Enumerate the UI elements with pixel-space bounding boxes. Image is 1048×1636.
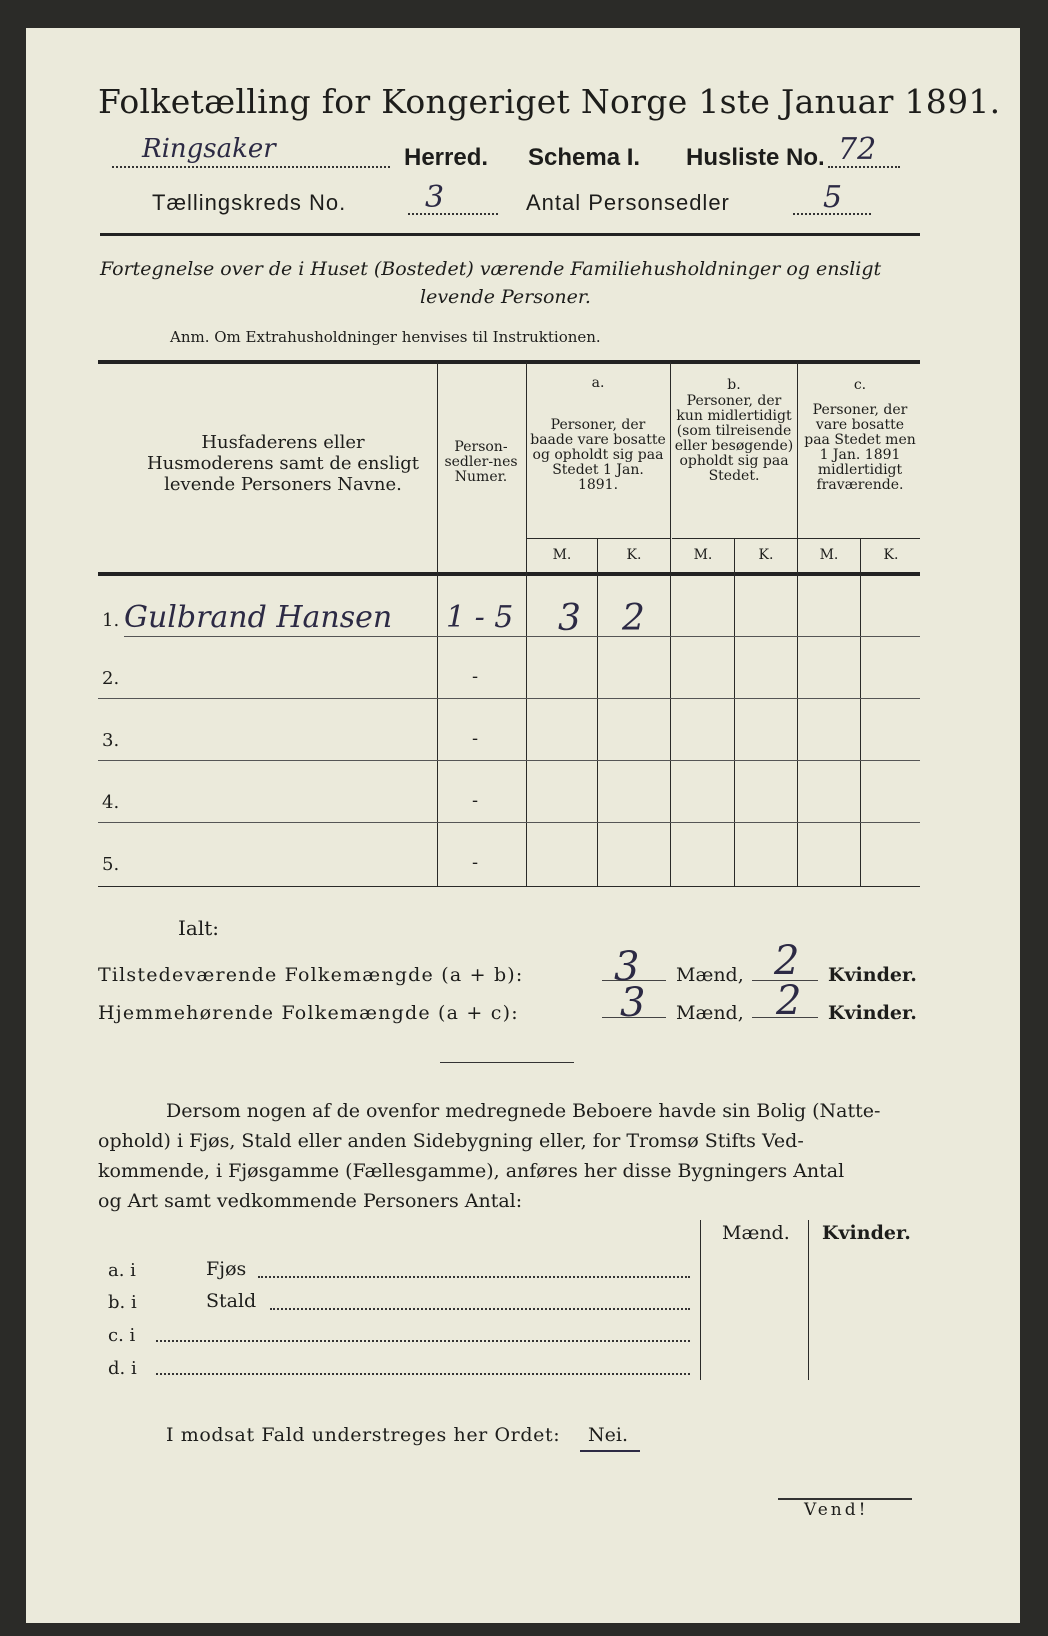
outbuildings-line-4: og Art samt vedkommende Personers Antal:: [98, 1190, 523, 1212]
a-kvinder: 2: [622, 598, 645, 639]
col-c-k: K.: [883, 547, 899, 563]
col-a-letter: a.: [591, 375, 605, 391]
antal-label: Antal Personsedler: [526, 190, 730, 215]
schema-label: Schema I.: [528, 144, 641, 171]
intro-line-2: levende Personer.: [420, 286, 591, 308]
stald-label: Stald: [206, 1290, 257, 1312]
col-b-m: M.: [693, 547, 713, 563]
col-b-k: K.: [758, 547, 774, 563]
col-b-letter: b.: [727, 377, 741, 393]
nei-word: Nei.: [588, 1424, 628, 1446]
person-number: -: [472, 728, 479, 749]
col-c-letter: c.: [853, 377, 867, 393]
col-header-name: Husfaderens eller Husmoderens samt de ensligt levende Personers Navne.: [146, 432, 420, 495]
husliste-value: 72: [838, 132, 877, 167]
outbuildings-line-2: ophold) i Fjøs, Stald eller anden Sidebygning eller, for Tromsø Stifts Ved-: [98, 1130, 804, 1152]
hjemme-kvinder-label: Kvinder.: [828, 1002, 917, 1024]
hjemme-label: Hjemmehørende Folkemængde (a + c):: [98, 1002, 519, 1024]
fjos-label: Fjøs: [206, 1258, 247, 1280]
row-number: 4.: [102, 792, 120, 813]
outbuildings-col-kvinder: Kvinder.: [822, 1222, 911, 1244]
ialt-label: Ialt:: [178, 916, 219, 940]
col-header-a: Personer, der baade vare bosatte og opholdt sig paa Stedet 1 Jan. 1891.: [530, 417, 666, 493]
kreds-value: 3: [425, 180, 445, 215]
husliste-label: Husliste No.: [686, 144, 825, 171]
col-c-m: M.: [819, 547, 839, 563]
row-number: 3.: [102, 730, 120, 751]
person-number: 1 - 5: [446, 600, 514, 635]
stald-letter: b. i: [108, 1292, 137, 1313]
outbuildings-line-3: kommende, i Fjøsgamme (Fællesgamme), anføres her disse Bygningers Antal: [98, 1160, 845, 1182]
person-number: -: [472, 852, 479, 873]
modsat-text: I modsat Fald understreges her Ordet:: [166, 1424, 561, 1446]
herred-field: [112, 134, 390, 168]
col-header-c: Personer, der vare bosatte paa Stedet men 1 Jan. 1891 midlertidigt fraværende.: [804, 402, 916, 493]
nei-underline: [580, 1450, 640, 1452]
vend-label: Vend!: [804, 1500, 869, 1520]
header-rule: [100, 233, 920, 236]
col-a-k: K.: [626, 547, 642, 563]
row-number: 2.: [102, 668, 120, 689]
row-number: 5.: [102, 854, 120, 875]
outbuildings-col-maend: Mænd.: [722, 1222, 790, 1244]
hjemme-kvinder: 2: [776, 978, 802, 1024]
fjos-letter: a. i: [108, 1260, 136, 1281]
row-number: 1.: [102, 610, 120, 631]
tilstede-maend-label: Mænd,: [676, 964, 744, 986]
tilstede-kvinder-label: Kvinder.: [828, 964, 917, 986]
tilstede-label: Tilstedeværende Folkemængde (a + b):: [98, 964, 524, 986]
col-header-num: Person-sedler-nes Numer.: [444, 439, 518, 485]
a-maend: 3: [558, 598, 581, 639]
row-c-letter: c. i: [108, 1325, 136, 1346]
anm-note: Anm. Om Extrahusholdninger henvises til Instruktionen.: [170, 328, 601, 346]
intro-line-1: Fortegnelse over de i Huset (Bostedet) værende Familiehusholdninger og ensligt: [100, 258, 882, 280]
row-d-letter: d. i: [108, 1358, 137, 1379]
tilstede-maend: 3: [614, 944, 640, 990]
hjemme-maend-label: Mænd,: [676, 1002, 744, 1024]
tilstede-kvinder: 2: [774, 938, 800, 984]
section-divider: [440, 1062, 574, 1063]
person-number: -: [472, 666, 479, 687]
antal-value: 5: [823, 180, 843, 215]
hjemme-maend: 3: [620, 980, 646, 1026]
col-header-b: Personer, der kun midlertidigt (som tilreisende eller besøgende) opholdt sig paa Stedet.: [674, 393, 794, 484]
person-number: -: [472, 790, 479, 811]
col-a-m: M.: [552, 547, 572, 563]
outbuildings-line-1: Dersom nogen af de ovenfor medregnede Beboere havde sin Bolig (Natte-: [166, 1100, 881, 1122]
herred-label: Herred.: [404, 144, 489, 171]
kreds-label: Tællingskreds No.: [152, 190, 347, 215]
herred-value: Ringsaker: [142, 134, 276, 164]
person-name: Gulbrand Hansen: [124, 600, 393, 635]
form-title: Folketælling for Kongeriget Norge 1ste Januar 1891.: [98, 82, 1001, 121]
